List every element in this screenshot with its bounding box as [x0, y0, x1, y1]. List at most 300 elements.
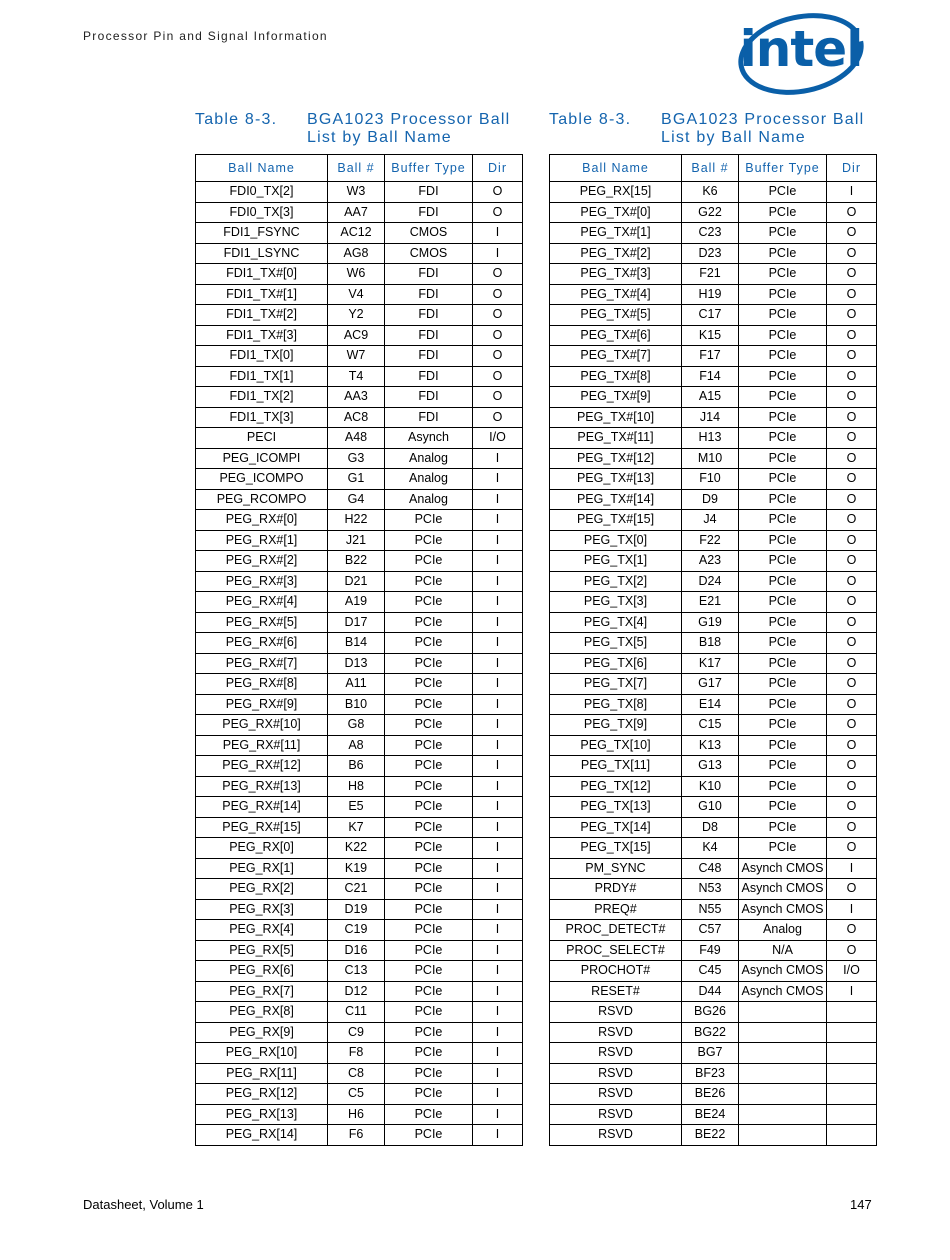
cell-buffer-type: FDI — [385, 202, 473, 223]
cell-buffer-type — [739, 1084, 827, 1105]
table-row — [550, 182, 877, 203]
cell-ball-name: PEG_RX[2] — [196, 879, 328, 900]
cell-dir: I — [473, 1125, 523, 1146]
cell-ball-name: PEG_TX#[1] — [550, 223, 682, 244]
cell-ball-number: A19 — [328, 592, 385, 613]
cell-dir: I — [473, 940, 523, 961]
cell-ball-number: D24 — [682, 571, 739, 592]
cell-ball-number: C45 — [682, 961, 739, 982]
cell-dir: O — [827, 735, 877, 756]
cell-ball-number: F14 — [682, 366, 739, 387]
cell-dir: I — [473, 653, 523, 674]
table-row — [550, 387, 877, 408]
cell-dir: O — [827, 305, 877, 326]
cell-ball-number: K4 — [682, 838, 739, 859]
cell-ball-name: PEG_TX#[11] — [550, 428, 682, 449]
cell-dir: I — [473, 571, 523, 592]
cell-buffer-type: PCIe — [385, 1063, 473, 1084]
cell-dir — [827, 1104, 877, 1125]
cell-buffer-type: PCIe — [739, 776, 827, 797]
cell-ball-name: PEG_RX[4] — [196, 920, 328, 941]
cell-ball-name: PEG_RX[10] — [196, 1043, 328, 1064]
table-row — [550, 1084, 877, 1105]
cell-ball-name: PEG_RX[6] — [196, 961, 328, 982]
cell-dir: I — [473, 489, 523, 510]
cell-buffer-type: FDI — [385, 284, 473, 305]
table-caption-number: Table 8-3. — [195, 111, 278, 128]
cell-buffer-type: Analog — [739, 920, 827, 941]
cell-dir: O — [827, 592, 877, 613]
cell-buffer-type: PCIe — [739, 817, 827, 838]
table-caption — [549, 111, 876, 154]
cell-buffer-type: FDI — [385, 346, 473, 367]
cell-dir: I — [473, 981, 523, 1002]
cell-dir: O — [827, 510, 877, 531]
cell-buffer-type: PCIe — [385, 551, 473, 572]
cell-dir: O — [827, 448, 877, 469]
cell-ball-number: W3 — [328, 182, 385, 203]
cell-dir: O — [473, 284, 523, 305]
cell-buffer-type: PCIe — [739, 612, 827, 633]
cell-ball-name: RSVD — [550, 1104, 682, 1125]
table-row — [196, 981, 523, 1002]
table-row — [196, 469, 523, 490]
cell-ball-name: PEG_TX[12] — [550, 776, 682, 797]
table-row — [196, 1022, 523, 1043]
cell-ball-name: PEG_TX#[12] — [550, 448, 682, 469]
cell-buffer-type: PCIe — [385, 1104, 473, 1125]
cell-ball-number: D17 — [328, 612, 385, 633]
column-header-dir: Dir — [827, 155, 877, 182]
cell-ball-name: PEG_ICOMPI — [196, 448, 328, 469]
cell-dir: O — [827, 530, 877, 551]
cell-dir: O — [827, 694, 877, 715]
table-row — [196, 510, 523, 531]
cell-ball-name: PM_SYNC — [550, 858, 682, 879]
cell-dir: I — [473, 797, 523, 818]
cell-ball-number: W7 — [328, 346, 385, 367]
cell-ball-name: PEG_RX#[8] — [196, 674, 328, 695]
cell-dir: I — [473, 756, 523, 777]
table-row — [550, 448, 877, 469]
cell-dir — [827, 1063, 877, 1084]
table-row — [550, 366, 877, 387]
cell-buffer-type: PCIe — [739, 756, 827, 777]
cell-ball-name: FDI1_TX[3] — [196, 407, 328, 428]
table-row — [196, 489, 523, 510]
table-row — [550, 653, 877, 674]
cell-dir: O — [473, 387, 523, 408]
table-row — [196, 387, 523, 408]
cell-ball-number: D13 — [328, 653, 385, 674]
cell-ball-number: D23 — [682, 243, 739, 264]
table-row — [196, 756, 523, 777]
footer-page-number: 147 — [850, 1197, 872, 1212]
cell-dir: I — [827, 858, 877, 879]
cell-dir: I — [473, 674, 523, 695]
cell-dir: O — [473, 407, 523, 428]
cell-dir: I — [827, 981, 877, 1002]
cell-ball-name: PEG_TX#[14] — [550, 489, 682, 510]
cell-ball-name: PEG_TX[8] — [550, 694, 682, 715]
table-row — [196, 448, 523, 469]
cell-dir: I — [473, 1063, 523, 1084]
cell-ball-number: BF23 — [682, 1063, 739, 1084]
cell-buffer-type: CMOS — [385, 243, 473, 264]
cell-ball-number: BG26 — [682, 1002, 739, 1023]
cell-buffer-type: PCIe — [385, 1084, 473, 1105]
cell-ball-number: V4 — [328, 284, 385, 305]
cell-ball-number: H19 — [682, 284, 739, 305]
cell-ball-name: FDI1_TX#[2] — [196, 305, 328, 326]
cell-dir: I — [473, 838, 523, 859]
cell-ball-name: PROC_SELECT# — [550, 940, 682, 961]
cell-ball-name: PEG_RCOMPO — [196, 489, 328, 510]
cell-dir: O — [827, 551, 877, 572]
cell-buffer-type: PCIe — [385, 838, 473, 859]
cell-ball-name: RSVD — [550, 1125, 682, 1146]
cell-ball-name: PEG_TX[2] — [550, 571, 682, 592]
cell-buffer-type: PCIe — [385, 592, 473, 613]
cell-ball-number: BE26 — [682, 1084, 739, 1105]
table-row — [196, 1002, 523, 1023]
table-row — [196, 633, 523, 654]
table-row — [196, 899, 523, 920]
cell-buffer-type: PCIe — [739, 694, 827, 715]
cell-dir: O — [827, 879, 877, 900]
cell-buffer-type — [739, 1022, 827, 1043]
cell-ball-number: G4 — [328, 489, 385, 510]
cell-dir: I — [473, 694, 523, 715]
cell-ball-number: J4 — [682, 510, 739, 531]
cell-ball-name: RSVD — [550, 1063, 682, 1084]
cell-buffer-type: PCIe — [385, 920, 473, 941]
cell-ball-name: PEG_TX#[10] — [550, 407, 682, 428]
cell-dir: O — [827, 243, 877, 264]
cell-buffer-type: PCIe — [385, 961, 473, 982]
cell-dir: O — [827, 489, 877, 510]
cell-buffer-type: PCIe — [739, 633, 827, 654]
table-row — [196, 735, 523, 756]
cell-ball-name: PEG_RX[7] — [196, 981, 328, 1002]
cell-buffer-type: PCIe — [385, 633, 473, 654]
cell-ball-name: PROCHOT# — [550, 961, 682, 982]
table-row — [550, 858, 877, 879]
table-row — [550, 735, 877, 756]
cell-ball-name: PEG_RX#[6] — [196, 633, 328, 654]
cell-ball-number: H6 — [328, 1104, 385, 1125]
table-row — [550, 1002, 877, 1023]
cell-buffer-type — [739, 1043, 827, 1064]
cell-ball-name: PEG_RX[13] — [196, 1104, 328, 1125]
cell-buffer-type: Asynch CMOS — [739, 899, 827, 920]
column-header-ball-number: Ball # — [328, 155, 385, 182]
cell-dir — [827, 1043, 877, 1064]
cell-dir: O — [827, 838, 877, 859]
cell-ball-number: B6 — [328, 756, 385, 777]
cell-ball-number: C9 — [328, 1022, 385, 1043]
cell-dir: I — [473, 633, 523, 654]
cell-ball-number: D21 — [328, 571, 385, 592]
table-row — [550, 305, 877, 326]
table-row — [196, 284, 523, 305]
table-row — [196, 202, 523, 223]
cell-ball-number: G19 — [682, 612, 739, 633]
table-row — [196, 858, 523, 879]
table-row — [196, 920, 523, 941]
cell-buffer-type: PCIe — [739, 571, 827, 592]
cell-ball-number: E14 — [682, 694, 739, 715]
table-row — [196, 940, 523, 961]
cell-dir: I — [473, 735, 523, 756]
cell-dir: O — [827, 223, 877, 244]
cell-buffer-type: Asynch CMOS — [739, 858, 827, 879]
table-row — [196, 776, 523, 797]
cell-ball-number: N55 — [682, 899, 739, 920]
table-row — [196, 879, 523, 900]
cell-buffer-type: PCIe — [385, 756, 473, 777]
cell-buffer-type: Asynch CMOS — [739, 961, 827, 982]
cell-ball-name: PEG_TX[4] — [550, 612, 682, 633]
cell-ball-name: PEG_TX[6] — [550, 653, 682, 674]
table-row — [550, 284, 877, 305]
cell-buffer-type: PCIe — [739, 838, 827, 859]
cell-dir: O — [827, 571, 877, 592]
table-row — [196, 182, 523, 203]
column-header-dir: Dir — [473, 155, 523, 182]
table-row — [196, 1043, 523, 1064]
table-row — [196, 325, 523, 346]
cell-ball-number: A11 — [328, 674, 385, 695]
column-header-ball-name: Ball Name — [550, 155, 682, 182]
cell-dir: O — [827, 756, 877, 777]
cell-dir: I/O — [473, 428, 523, 449]
cell-ball-name: PEG_TX[13] — [550, 797, 682, 818]
cell-buffer-type: PCIe — [739, 653, 827, 674]
table-row — [550, 879, 877, 900]
cell-dir: I — [473, 817, 523, 838]
cell-ball-number: G10 — [682, 797, 739, 818]
cell-ball-number: C13 — [328, 961, 385, 982]
cell-ball-number: G8 — [328, 715, 385, 736]
cell-ball-number: G22 — [682, 202, 739, 223]
cell-buffer-type: PCIe — [385, 817, 473, 838]
table-row — [196, 346, 523, 367]
cell-ball-number: C15 — [682, 715, 739, 736]
cell-dir: I — [473, 1022, 523, 1043]
cell-dir: I — [473, 879, 523, 900]
table-row — [550, 674, 877, 695]
table-row — [550, 551, 877, 572]
cell-ball-number: BG7 — [682, 1043, 739, 1064]
cell-buffer-type: PCIe — [739, 674, 827, 695]
cell-ball-name: PEG_RX[11] — [196, 1063, 328, 1084]
cell-dir: O — [827, 940, 877, 961]
cell-ball-number: K6 — [682, 182, 739, 203]
cell-ball-name: PEG_TX[5] — [550, 633, 682, 654]
table-row — [550, 694, 877, 715]
cell-ball-number: A15 — [682, 387, 739, 408]
cell-ball-number: M10 — [682, 448, 739, 469]
table-row — [196, 715, 523, 736]
cell-buffer-type: FDI — [385, 407, 473, 428]
cell-buffer-type: FDI — [385, 366, 473, 387]
cell-dir: I — [473, 899, 523, 920]
table-row — [550, 1043, 877, 1064]
table-row — [196, 530, 523, 551]
cell-ball-name: PEG_TX[0] — [550, 530, 682, 551]
table-row — [550, 325, 877, 346]
cell-ball-number: AC9 — [328, 325, 385, 346]
cell-ball-number: T4 — [328, 366, 385, 387]
cell-buffer-type: PCIe — [739, 366, 827, 387]
cell-dir: I — [473, 920, 523, 941]
cell-buffer-type — [739, 1104, 827, 1125]
cell-buffer-type: Asynch CMOS — [739, 981, 827, 1002]
cell-buffer-type: PCIe — [385, 858, 473, 879]
cell-dir: I — [473, 715, 523, 736]
cell-buffer-type: PCIe — [739, 428, 827, 449]
table-row — [550, 756, 877, 777]
cell-ball-name: PEG_RX#[15] — [196, 817, 328, 838]
cell-buffer-type: PCIe — [385, 510, 473, 531]
cell-ball-number: F6 — [328, 1125, 385, 1146]
cell-buffer-type: PCIe — [739, 448, 827, 469]
cell-ball-name: FDI1_TX[2] — [196, 387, 328, 408]
table-row — [550, 612, 877, 633]
cell-dir: I — [473, 243, 523, 264]
cell-dir: O — [827, 284, 877, 305]
cell-buffer-type: PCIe — [385, 1002, 473, 1023]
cell-ball-name: PEG_RX#[14] — [196, 797, 328, 818]
cell-ball-name: PEG_RX[12] — [196, 1084, 328, 1105]
cell-buffer-type — [739, 1002, 827, 1023]
cell-ball-number: E5 — [328, 797, 385, 818]
table-caption-number: Table 8-3. — [549, 111, 632, 128]
cell-dir: I — [473, 1043, 523, 1064]
table-row — [550, 530, 877, 551]
cell-ball-name: PRDY# — [550, 879, 682, 900]
cell-ball-name: PEG_TX#[13] — [550, 469, 682, 490]
cell-buffer-type: PCIe — [739, 325, 827, 346]
cell-ball-number: BE22 — [682, 1125, 739, 1146]
cell-dir — [827, 1084, 877, 1105]
cell-dir: O — [827, 653, 877, 674]
cell-buffer-type: PCIe — [385, 1125, 473, 1146]
cell-ball-number: D9 — [682, 489, 739, 510]
cell-ball-number: D12 — [328, 981, 385, 1002]
cell-ball-name: PEG_RX[1] — [196, 858, 328, 879]
cell-ball-number: B22 — [328, 551, 385, 572]
cell-ball-name: PEG_TX#[7] — [550, 346, 682, 367]
table-row — [196, 407, 523, 428]
table-row — [550, 1063, 877, 1084]
cell-ball-number: C57 — [682, 920, 739, 941]
table-caption-title: BGA1023 Processor Ball List by Ball Name — [307, 111, 511, 146]
logo-wordmark: intel — [739, 20, 863, 78]
table-row — [196, 305, 523, 326]
cell-dir: O — [473, 182, 523, 203]
cell-dir: I — [473, 961, 523, 982]
cell-buffer-type: PCIe — [385, 715, 473, 736]
cell-dir: I — [473, 551, 523, 572]
cell-buffer-type: PCIe — [385, 612, 473, 633]
cell-ball-number: F8 — [328, 1043, 385, 1064]
table-row — [550, 940, 877, 961]
cell-dir: I — [473, 530, 523, 551]
cell-dir: O — [827, 325, 877, 346]
cell-ball-number: K7 — [328, 817, 385, 838]
cell-ball-name: PEG_RX[14] — [196, 1125, 328, 1146]
cell-ball-number: D8 — [682, 817, 739, 838]
table-row — [196, 612, 523, 633]
column-header-buffer-type: Buffer Type — [739, 155, 827, 182]
cell-ball-name: PEG_TX#[15] — [550, 510, 682, 531]
cell-ball-number: K19 — [328, 858, 385, 879]
cell-ball-number: AG8 — [328, 243, 385, 264]
cell-buffer-type: PCIe — [739, 530, 827, 551]
cell-buffer-type: PCIe — [739, 592, 827, 613]
cell-ball-name: PEG_RX[8] — [196, 1002, 328, 1023]
cell-ball-number: BG22 — [682, 1022, 739, 1043]
cell-buffer-type: FDI — [385, 387, 473, 408]
cell-buffer-type: PCIe — [385, 694, 473, 715]
table-row — [550, 469, 877, 490]
cell-ball-number: F21 — [682, 264, 739, 285]
cell-ball-number: AA3 — [328, 387, 385, 408]
cell-ball-name: RSVD — [550, 1043, 682, 1064]
cell-dir: I — [827, 182, 877, 203]
cell-ball-number: H8 — [328, 776, 385, 797]
table-row — [550, 797, 877, 818]
cell-ball-name: PEG_TX#[8] — [550, 366, 682, 387]
cell-dir: I — [473, 1002, 523, 1023]
cell-ball-number: G13 — [682, 756, 739, 777]
cell-ball-name: PEG_TX#[3] — [550, 264, 682, 285]
cell-dir: O — [827, 715, 877, 736]
cell-ball-name: PEG_TX[7] — [550, 674, 682, 695]
cell-ball-name: PEG_RX#[10] — [196, 715, 328, 736]
cell-ball-number: G17 — [682, 674, 739, 695]
table-row — [550, 202, 877, 223]
cell-ball-number: F22 — [682, 530, 739, 551]
cell-dir: O — [827, 469, 877, 490]
table-row — [196, 653, 523, 674]
cell-dir — [827, 1022, 877, 1043]
cell-ball-name: PEG_RX#[9] — [196, 694, 328, 715]
table-caption — [195, 111, 522, 154]
cell-ball-name: PEG_TX[9] — [550, 715, 682, 736]
cell-ball-name: RSVD — [550, 1002, 682, 1023]
cell-ball-number: AC12 — [328, 223, 385, 244]
cell-buffer-type: Analog — [385, 448, 473, 469]
cell-buffer-type: PCIe — [739, 715, 827, 736]
cell-dir: O — [827, 387, 877, 408]
cell-ball-number: H22 — [328, 510, 385, 531]
cell-buffer-type — [739, 1063, 827, 1084]
cell-ball-number: H13 — [682, 428, 739, 449]
cell-ball-name: FDI1_FSYNC — [196, 223, 328, 244]
cell-ball-number: A48 — [328, 428, 385, 449]
cell-dir: O — [827, 776, 877, 797]
cell-ball-number: K10 — [682, 776, 739, 797]
cell-ball-number: B14 — [328, 633, 385, 654]
cell-ball-name: PEG_TX#[0] — [550, 202, 682, 223]
cell-buffer-type: PCIe — [385, 1022, 473, 1043]
cell-ball-name: PEG_TX#[2] — [550, 243, 682, 264]
cell-ball-number: C48 — [682, 858, 739, 879]
cell-buffer-type: PCIe — [739, 797, 827, 818]
